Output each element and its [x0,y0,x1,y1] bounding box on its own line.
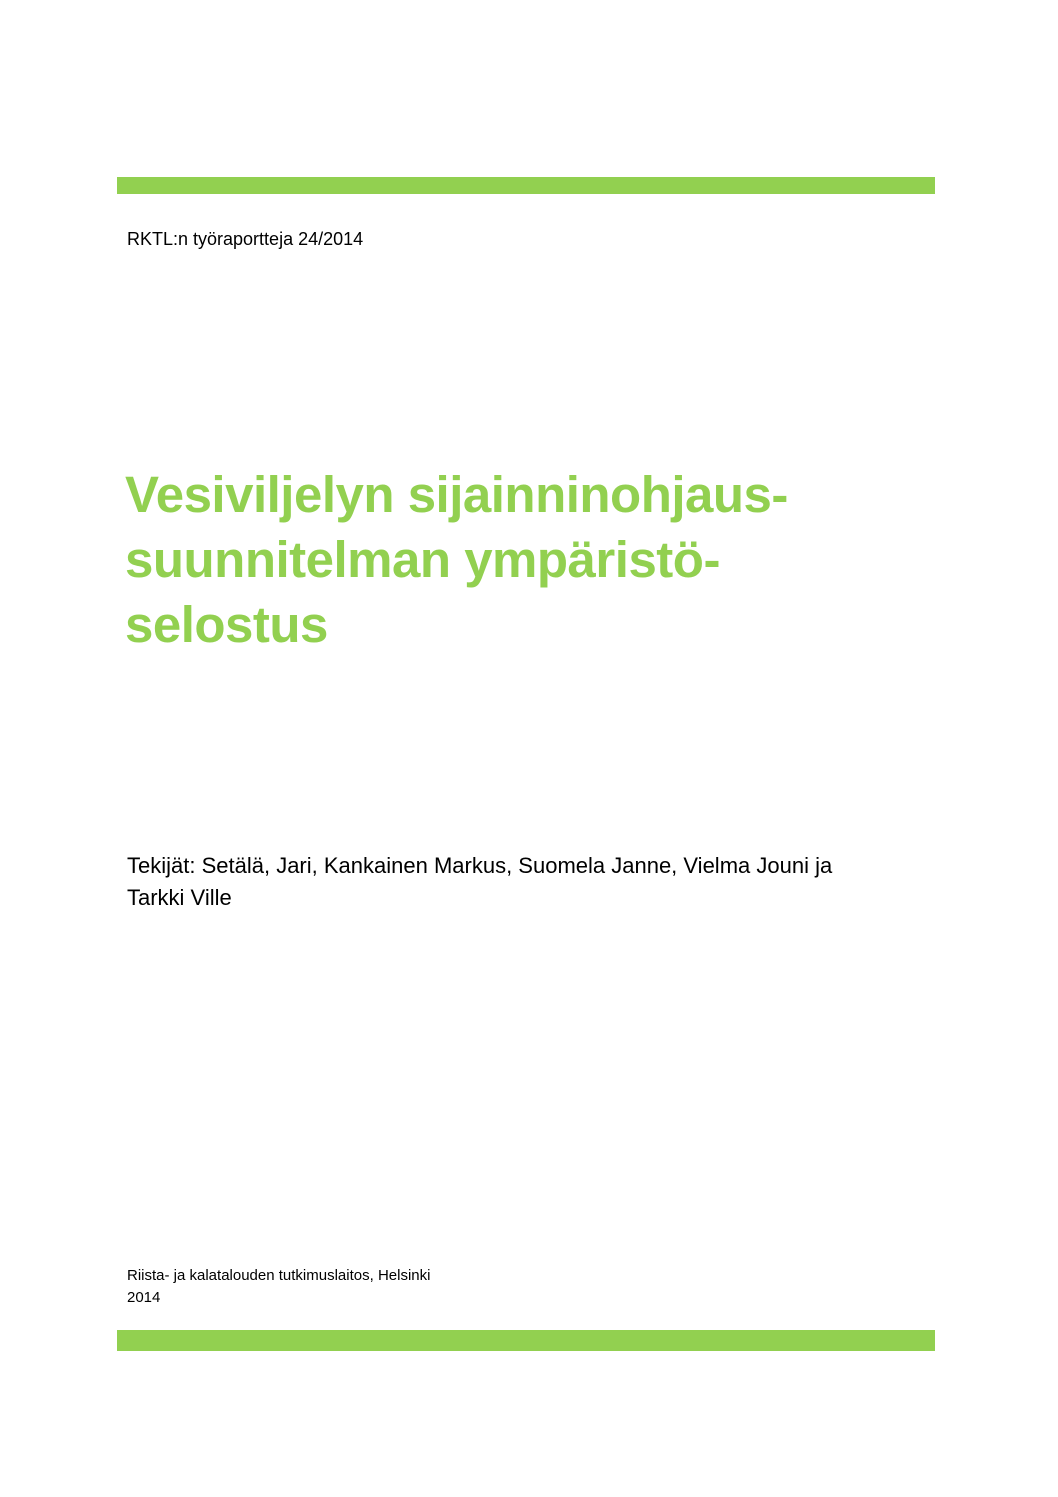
publication-year: 2014 [127,1289,161,1306]
report-series: RKTL:n työraportteja 24/2014 [127,229,364,249]
publisher-block [127,1265,430,1309]
title-line-1: Vesiviljelyn sijainninohjaus- [125,466,788,523]
authors-block [127,850,907,914]
title-line-2: suunnitelman ympäristö- [125,531,720,588]
document-title [125,462,925,657]
authors-line-1: Tekijät: Setälä, Jari, Kankainen Markus, Suomela Janne, Vielma Jouni ja [127,853,833,878]
authors-line-2: Tarkki Ville [127,885,232,910]
top-accent-bar [117,177,935,194]
publisher-name: Riista- ja kalatalouden tutkimuslaitos, Helsinki [127,1267,431,1284]
bottom-accent-bar [117,1330,935,1351]
title-line-3: selostus [125,596,328,653]
